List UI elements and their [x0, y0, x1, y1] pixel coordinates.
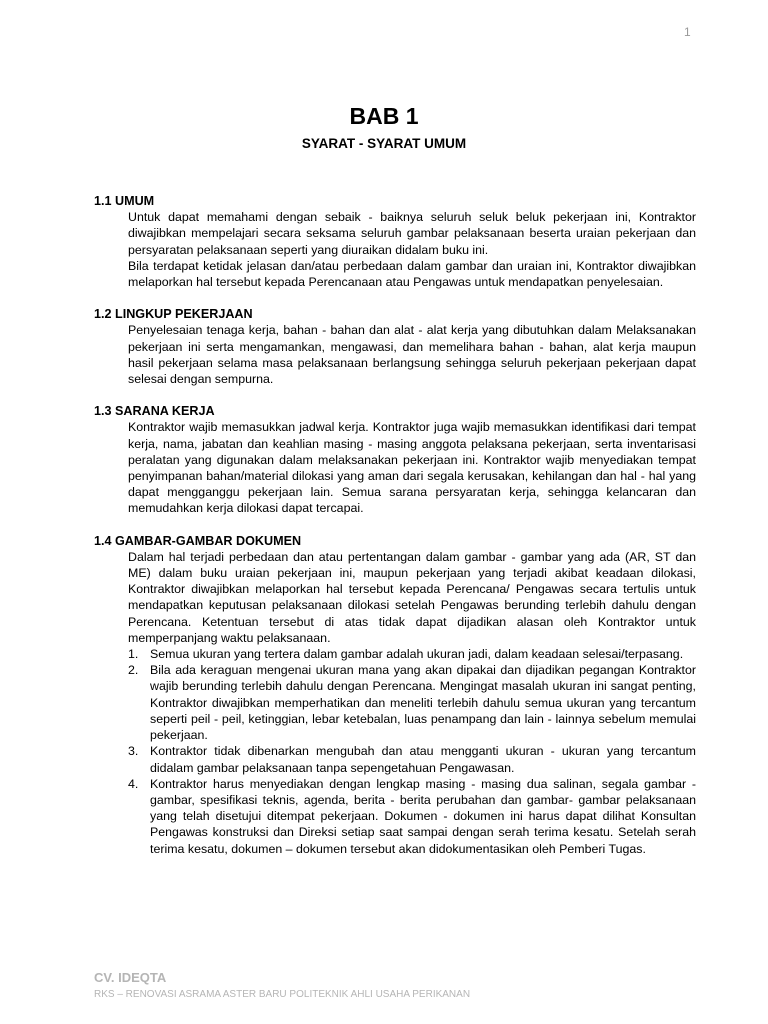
section-heading: 1.4 GAMBAR-GAMBAR DOKUMEN [94, 533, 302, 548]
page-number: 1 [684, 25, 691, 39]
document-body [94, 193, 696, 857]
section-lingkup-pekerjaan [94, 306, 696, 387]
numbered-list [128, 646, 696, 857]
paragraph: Bila terdapat ketidak jelasan dan/atau perbedaan dalam gambar dan uraian ini, Kontraktor diwajibkan melaporkan hal tersebut kepada Perencanaan atau Pengawas untuk mendapatkan penyelesaian. [128, 258, 696, 290]
section-heading: 1.1 UMUM [94, 194, 155, 208]
paragraph: Dalam hal terjadi perbedaan dan atau pertentangan dalam gambar - gambar yang ada (AR, ST dan ME) dalam buku uraian pekerjaan ini, maupun pekerjaan yang terjadi akibat keadaan dilokasi, Kontraktor diwajibkan melaporkan hal tersebut kepada Perencana/ Pengawas secara tertulis untuk mendapatkan keputusan pelaksanaan dilokasi setelah Pengawas berunding terlebih dahulu dengan Perencana. Ketentuan tersebut di atas tidak dapat dijadikan alasan oleh Kontraktor untuk memperpanjang waktu pelaksanaan. [128, 549, 696, 645]
list-item [128, 662, 696, 743]
section-umum [94, 193, 696, 290]
list-marker: 4. [128, 776, 139, 791]
list-item [128, 776, 696, 857]
list-marker: 3. [128, 744, 139, 759]
paragraph: Untuk dapat memahami dengan sebaik - baiknya seluruh seluk beluk pekerjaan ini, Kontraktor diwajibkan mempelajari secara seksama seluruh gambar pelaksanaan beserta uraian pekerjaan dan persyaratan pelaksanaan seperti yang diuraikan didalam buku ini. [128, 210, 696, 257]
section-heading: 1.3 SARANA KERJA [94, 404, 215, 419]
list-item-text: Kontraktor tidak dibenarkan mengubah dan atau mengganti ukuran - ukuran yang tercantum didalam gambar pelaksanaan tanpa sepengetahuan Pengawasan. [150, 744, 696, 775]
list-marker: 2. [128, 663, 139, 678]
paragraph: Penyelesaian tenaga kerja, bahan - bahan dan alat - alat kerja yang dibutuhkan dalam Melaksanakan pekerjaan ini serta mengamankan, mengawasi, dan memelihara bahan - bahan, alat kerja maupun hasil pekerjaan selama masa pelaksanaan berlangsung sehingga seluruh pekerjaan pekerjaan dapat selesai dengan sempurna. [128, 323, 696, 387]
chapter-subtitle: SYARAT - SYARAT UMUM [301, 136, 467, 151]
list-item [128, 646, 696, 662]
section-gambar-dokumen [94, 533, 696, 857]
list-item-text: Semua ukuran yang tertera dalam gambar adalah ukuran jadi, dalam keadaan selesai/terpasang. [150, 647, 684, 662]
list-marker: 1. [128, 647, 139, 662]
footer-company: CV. IDEQTA [94, 970, 167, 985]
list-item-text: Bila ada keraguan mengenai ukuran mana yang akan dipakai dan dijadikan pegangan Kontraktor wajib berunding terlebih dahulu dengan Perencana. Mengingat masalah ukuran ini sangat penting, Kontraktor diwajibkan memperhatikan dan meneliti terlebih dahulu semua ukuran yang tercantum seperti peil - peil, ketinggian, lebar ketebalan, luas penampang dan lain - lainnya sebelum memulai pekerjaan. [150, 663, 696, 743]
section-heading: 1.2 LINGKUP PEKERJAAN [94, 307, 253, 322]
list-item-text: Kontraktor harus menyediakan dengan lengkap masing - masing dua salinan, segala gambar - gambar, spesifikasi teknis, agenda, berita - berita perubahan dan gambar- gambar pelaksanaan yang telah disetujui ditempat pekerjaan. Dokumen - dokumen ini harus dapat dilihat Konsultan Pengawas konstruksi dan Direksi setiap saat sampai dengan serah terima kesatu. Setelah serah terima kesatu, dokumen – dokumen tersebut akan didokumentasikan oleh Pemberi Tugas. [150, 776, 696, 856]
chapter-title: BAB 1 [349, 103, 419, 129]
paragraph: Kontraktor wajib memasukkan jadwal kerja. Kontraktor juga wajib memasukkan identifikasi dari tempat kerja, nama, jabatan dan keahlian masing - masing anggota pelaksana pekerjaan, serta inventarisasi peralatan yang digunakan dalam melaksanakan pekerjaan ini. Kontraktor wajib menyediakan tempat penyimpanan bahan/material dilokasi yang aman dari segala kerusakan, kehilangan dan hal - hal yang dapat mengganggu pekerjaan lain. Semua sarana persyaratan kerja, sehingga kelancaran dan memudahkan kerja dilokasi dapat tercapai. [128, 420, 696, 516]
section-sarana-kerja [94, 403, 696, 516]
list-item [128, 743, 696, 775]
footer-project: RKS – RENOVASI ASRAMA ASTER BARU POLITEKNIK AHLI USAHA PERIKANAN [94, 989, 471, 1000]
